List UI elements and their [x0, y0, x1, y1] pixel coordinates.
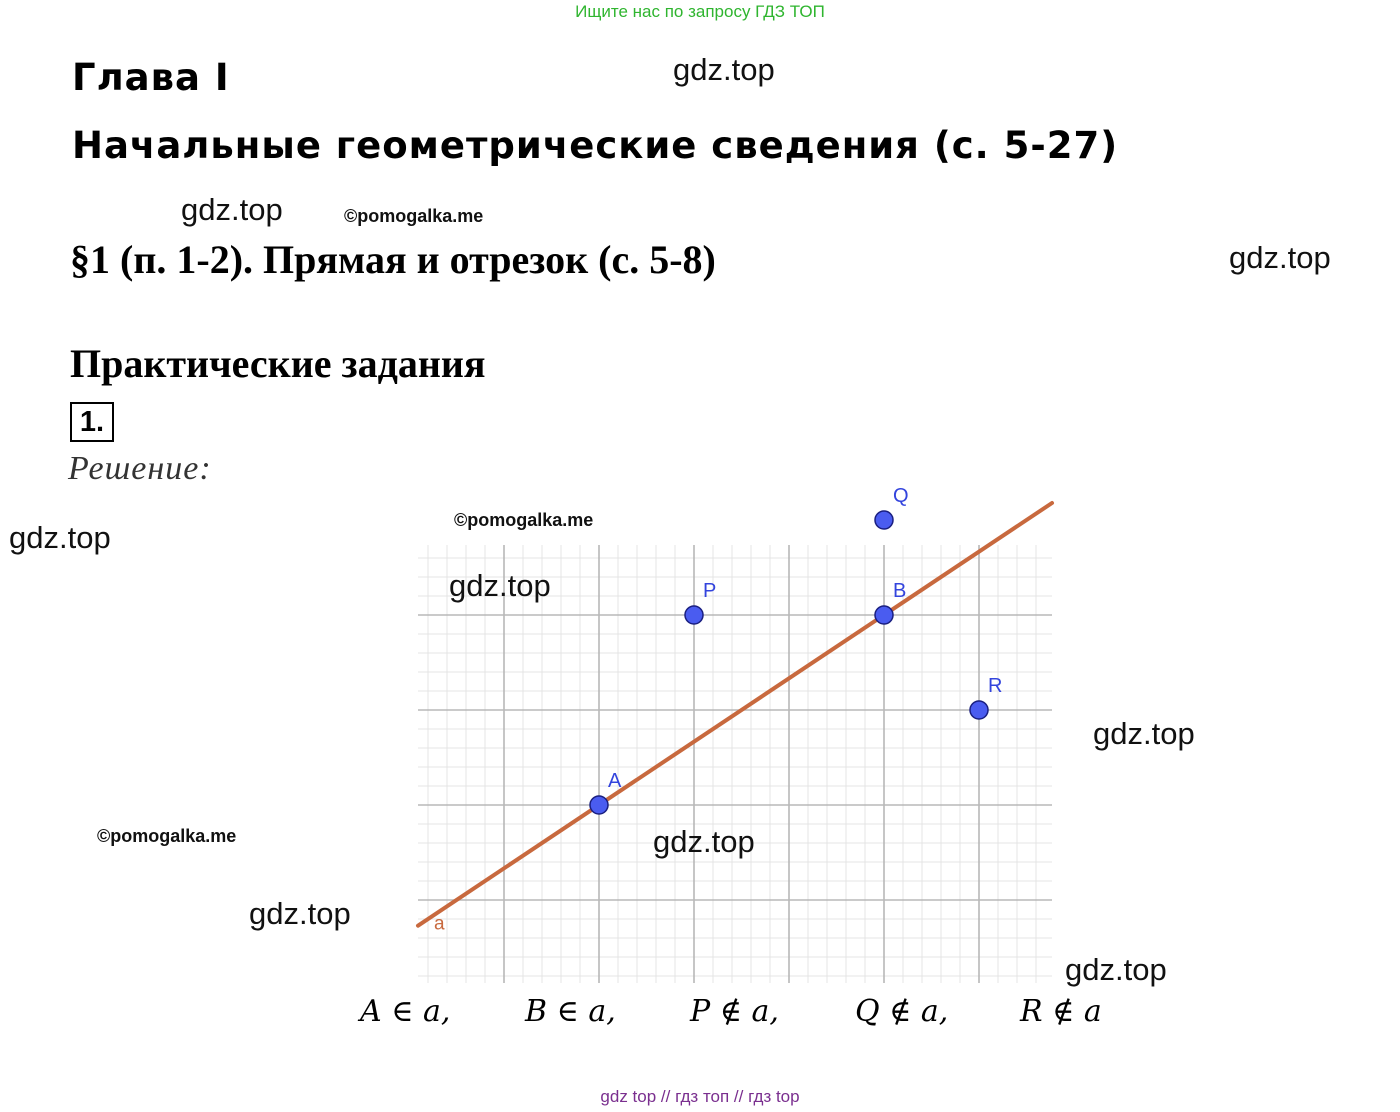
grid-minor — [418, 545, 1052, 983]
top-banner[interactable]: Ищите нас по запросу ГДЗ ТОП — [575, 2, 825, 21]
watermark-gdz: gdz.top — [673, 52, 775, 87]
section-title: §1 (п. 1-2). Прямая и отрезок (с. 5-8) — [70, 237, 716, 282]
practical-title: Практические задания — [70, 341, 486, 386]
watermark-gdz: gdz.top — [249, 896, 351, 931]
point-a — [590, 796, 608, 814]
watermark-gdz: gdz.top — [9, 520, 111, 555]
footer-links[interactable]: gdz top // гдз топ // гдз top — [600, 1087, 800, 1106]
task-number: 1. — [70, 402, 114, 442]
watermark-gdz: gdz.top — [181, 192, 283, 227]
point-label-b: B — [893, 580, 907, 602]
watermark-copyright: ©pomogalka.me — [344, 206, 484, 226]
chapter-title: Глава I — [72, 56, 230, 99]
point-label-p: P — [703, 580, 717, 602]
grid-major — [418, 545, 1052, 983]
watermark-copyright: ©pomogalka.me — [97, 826, 237, 846]
point-label-r: R — [988, 675, 1003, 697]
watermark-gdz: gdz.top — [1229, 240, 1331, 275]
point-b — [875, 606, 893, 624]
watermark-gdz: gdz.top — [449, 568, 551, 603]
formula-p: P ∉ a, — [690, 994, 779, 1029]
solution-label: Решение: — [68, 450, 212, 487]
point-q — [875, 511, 893, 529]
point-r — [970, 701, 988, 719]
point-label-a: A — [608, 770, 622, 792]
line-a-label: a — [434, 913, 445, 935]
watermark-gdz: gdz.top — [653, 824, 755, 859]
watermark-copyright: ©pomogalka.me — [454, 510, 594, 530]
chapter-subtitle: Начальные геометрические сведения (с. 5-27) — [72, 124, 1119, 167]
watermark-gdz: gdz.top — [1065, 952, 1167, 987]
point-label-q: Q — [893, 485, 909, 507]
formula-a: A ∈ a, — [360, 994, 451, 1029]
formula-r: R ∉ a — [1020, 994, 1102, 1029]
watermark-gdz: gdz.top — [1093, 716, 1195, 751]
point-p — [685, 606, 703, 624]
formula-q: Q ∉ a, — [855, 994, 949, 1029]
membership-formulas — [360, 994, 1120, 1034]
formula-b: B ∈ a, — [525, 994, 616, 1029]
